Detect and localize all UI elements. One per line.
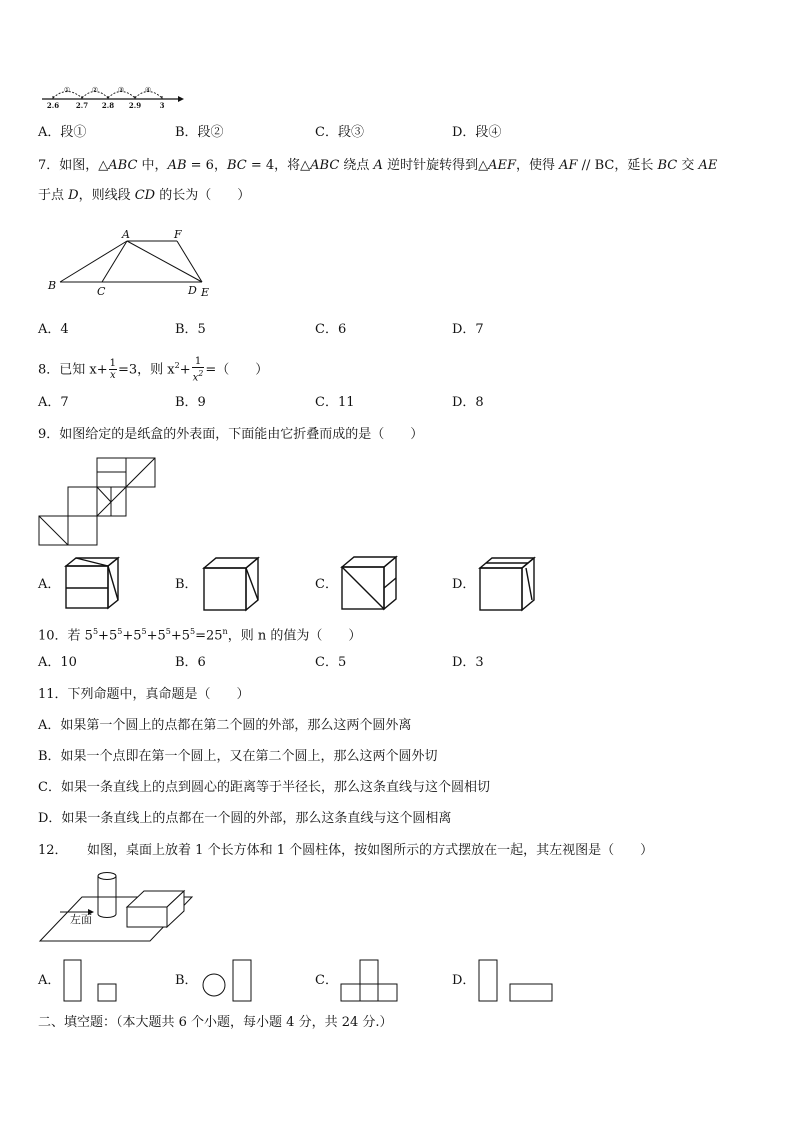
q7-triangle-figure xyxy=(40,225,230,300)
vertex-label-e: E xyxy=(201,286,210,299)
vertex-label-b: B xyxy=(48,279,57,292)
arc-label: ④ xyxy=(144,86,152,94)
q12-stem: 12． 如图，桌面上放着 1 个长方体和 1 个圆柱体，按如图所示的方式摆放在一起，其左视图是（ ） xyxy=(38,843,654,858)
q12-solids-figure xyxy=(38,870,196,944)
q12-option-c-view[interactable] xyxy=(339,958,401,1004)
q6-number-line-figure xyxy=(40,80,185,110)
q9-option-d-label[interactable]: D． xyxy=(452,577,476,592)
arc-label: ③ xyxy=(117,86,125,94)
fraction: $\frac{1}{x}$ xyxy=(109,358,117,382)
tick-label: 2.6 xyxy=(46,101,60,110)
q8-stem: 8．已知 x+ $\frac{1}{x}$ =3，则 $x^2+$ $\frac{1}{x^2}$ =（ ） xyxy=(38,356,269,384)
q7-option-d[interactable]: D．7 xyxy=(452,322,484,337)
vertex-label-d: D xyxy=(188,284,197,297)
q8-option-c[interactable]: C．11 xyxy=(315,395,355,410)
tick-label: 2.7 xyxy=(75,101,89,110)
q11-option-d[interactable]: D．如果一条直线上的点都在一个圆的外部，那么这条直线与这个圆相离 xyxy=(38,811,452,826)
q9-option-b-cube[interactable] xyxy=(200,556,262,612)
vertex-label-f: F xyxy=(174,228,182,241)
tick-label: 3 xyxy=(159,101,165,110)
q11-option-a[interactable]: A．如果第一个圆上的点都在第二个圆的外部，那么这两个圆外离 xyxy=(38,718,412,733)
q6-option-b[interactable]: B．段② xyxy=(175,125,224,140)
q7-stem-line1: 7．如图，△ABC 中，AB = 6，BC = 4，将△ABC 绕点 A 逆时针旋转得到△AEF，使得 AF // BC，延长 BC 交 AE xyxy=(38,158,718,173)
fraction: $\frac{1}{x^2}$ xyxy=(192,356,204,384)
q11-option-c[interactable]: C．如果一条直线上的点到圆心的距离等于半径长，那么这条直线与这个圆相切 xyxy=(38,780,490,795)
q12-option-d-label[interactable]: D． xyxy=(452,973,476,988)
tick-label: 2.9 xyxy=(128,101,142,110)
q9-option-a-label[interactable]: A． xyxy=(38,577,61,592)
q10-option-b[interactable]: B．6 xyxy=(175,655,206,670)
q6-option-d[interactable]: D．段④ xyxy=(452,125,502,140)
q10-option-c[interactable]: C．5 xyxy=(315,655,347,670)
q11-option-b[interactable]: B．如果一个点即在第一个圆上，又在第二个圆上，那么这两个圆外切 xyxy=(38,749,438,764)
q9-option-c-label[interactable]: C． xyxy=(315,577,338,592)
q12-option-b-label[interactable]: B． xyxy=(175,973,198,988)
q6-option-a[interactable]: A．段① xyxy=(38,125,87,140)
q8-option-d[interactable]: D．8 xyxy=(452,395,484,410)
q12-option-a-view[interactable] xyxy=(62,958,122,1004)
q8-option-a[interactable]: A．7 xyxy=(38,395,69,410)
q6-option-c[interactable]: C．段③ xyxy=(315,125,364,140)
q7-option-c[interactable]: C．6 xyxy=(315,322,347,337)
q7-option-b[interactable]: B．5 xyxy=(175,322,206,337)
q11-stem: 11．下列命题中，真命题是（ ） xyxy=(38,687,250,702)
q7-stem-line2: 于点 D，则线段 CD 的长为（ ） xyxy=(38,188,251,203)
q9-option-a-cube[interactable] xyxy=(62,556,124,612)
arc-label: ② xyxy=(91,86,99,94)
q9-stem: 9．如图给定的是纸盒的外表面，下面能由它折叠而成的是（ ） xyxy=(38,427,424,442)
q7-option-a[interactable]: A．4 xyxy=(38,322,69,337)
q12-option-c-label[interactable]: C． xyxy=(315,973,338,988)
tick-label: 2.8 xyxy=(101,101,115,110)
q9-option-b-label[interactable]: B． xyxy=(175,577,198,592)
q9-option-d-cube[interactable] xyxy=(476,556,538,612)
left-view-label: 左面 xyxy=(70,913,92,926)
q10-option-a[interactable]: A．10 xyxy=(38,655,77,670)
arc-label: ① xyxy=(63,86,71,94)
q12-option-b-view[interactable] xyxy=(200,958,260,1004)
q12-option-a-label[interactable]: A． xyxy=(38,973,61,988)
q9-option-c-cube[interactable] xyxy=(338,555,400,613)
vertex-label-c: C xyxy=(97,285,106,298)
q12-option-d-view[interactable] xyxy=(477,958,557,1004)
section-2-heading: 二、填空题：（本大题共 6 个小题，每小题 4 分，共 24 分.） xyxy=(38,1015,393,1030)
q10-stem: 10．若 $5^5+5^5+5^5+5^5+5^5=25^n$，则 n 的值为（ ） xyxy=(38,627,362,644)
vertex-label-a: A xyxy=(122,228,130,241)
q10-option-d[interactable]: D．3 xyxy=(452,655,484,670)
q9-box-net-figure xyxy=(38,457,163,549)
q8-option-b[interactable]: B．9 xyxy=(175,395,206,410)
